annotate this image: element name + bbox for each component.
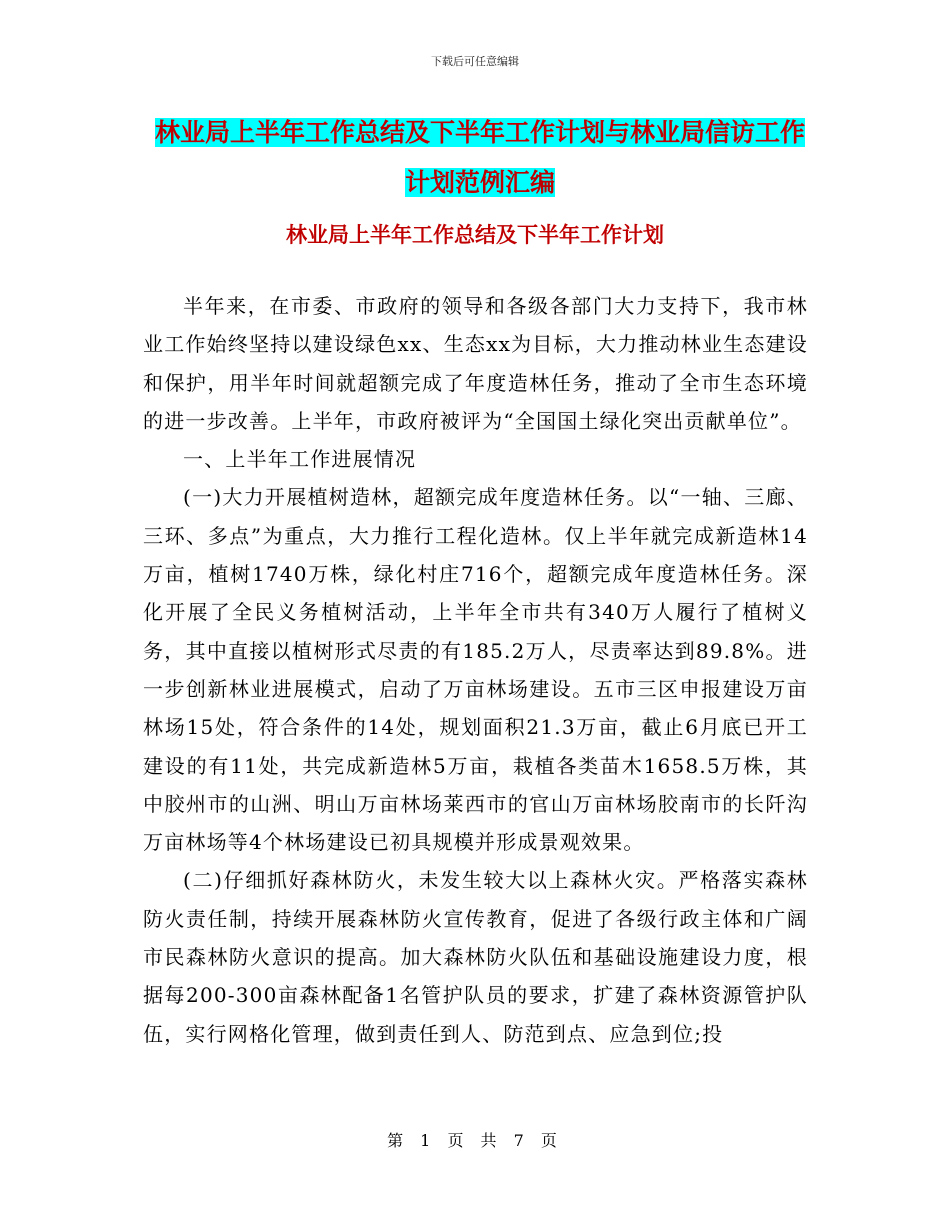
body-text	[143, 287, 808, 1053]
document-title	[150, 108, 810, 208]
paragraph-intro: 半年来，在市委、市政府的领导和各级各部门大力支持下，我市林业工作始终坚持以建设绿色xx、生态xx为目标，大力推动林业生态建设和保护，用半年时间就超额完成了年度造林任务，推动了全市生态环境的进一步改善。上半年，市政府被评为“全国国土绿化突出贡献单位”。	[143, 294, 808, 433]
document-title-text: 林业局上半年工作总结及下半年工作计划与林业局信访工作计划范例汇编	[154, 118, 805, 197]
header-note: 下载后可任意编辑	[431, 55, 519, 68]
page-footer: 第 1 页 共 7 页	[387, 1131, 563, 1150]
section-title: 林业局上半年工作总结及下半年工作计划	[286, 223, 664, 247]
paragraph-heading-1: 一、上半年工作进展情况	[183, 447, 417, 472]
paragraph-fire-prevention: (二)仔细抓好森林防火，未发生较大以上森林火灾。严格落实森林防火责任制，持续开展森林防火宣传教育，促进了各级行政主体和广阔市民森林防火意识的提高。加大森林防火队伍和基础设施建设力度，根据每200-300亩森林配备1名管护队员的要求，扩建了森林资源管护队伍，实行网格化管理，做到责任到人、防范到点、应急到位;投	[143, 868, 808, 1046]
paragraph-afforestation: (一)大力开展植树造林，超额完成年度造林任务。以“一轴、三廊、三环、多点”为重点，大力推行工程化造林。仅上半年就完成新造林14万亩，植树1740万株，绿化村庄716个，超额完成年度造林任务。深化开展了全民义务植树活动，上半年全市共有340万人履行了植树义务，其中直接以植树形式尽责的有185.2万人，尽责率达到89.8%。进一步创新林业进展模式，启动了万亩林场建设。五市三区申报建设万亩林场15处，符合条件的14处，规划面积21.3万亩，截止6月底已开工建设的有11处，共完成新造林5万亩，栽植各类苗木1658.5万株，其中胶州市的山洲、明山万亩林场莱西市的官山万亩林场胶南市的长阡沟万亩林场等4个林场建设已初具规模并形成景观效果。	[143, 485, 808, 855]
